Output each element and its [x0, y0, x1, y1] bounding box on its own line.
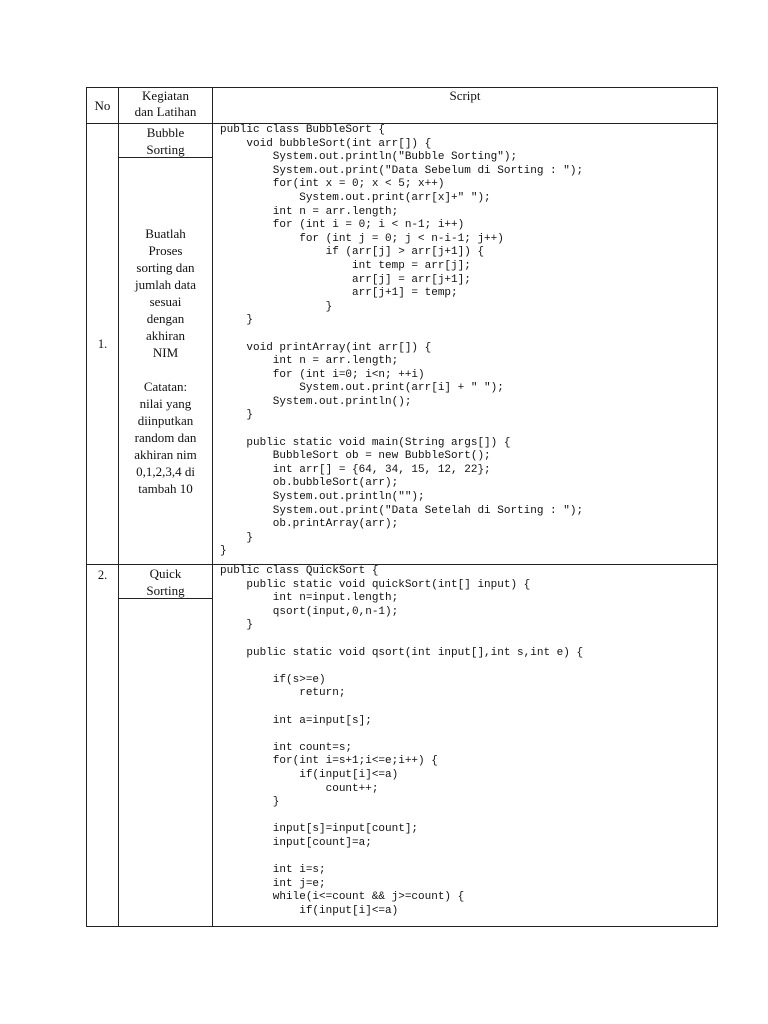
script-cell [213, 124, 718, 565]
activity-title [119, 565, 212, 599]
header-kegiatan-text: Kegiatan dan Latihan [134, 88, 197, 119]
activity-description [119, 599, 212, 923]
activity-title [119, 124, 212, 158]
code-block: public class QuickSort { public static void quickSort(int[] input) { int n=input.length; qsort(input,0,n-1); } public static void qsort(int input[],int s,int e) { if(s>=e) return; int a=input[s]; int count=s; for(int i=s+1;i<=e;i++) { if(input[i]<=a) count++; } input[s]=input[count]; input[count]=a; int i=s; int j=e; while(i<=count && j>=count) { if(input[i]<=a) [220, 565, 584, 917]
header-script: Script [213, 88, 718, 124]
table-row [87, 124, 718, 565]
activity-description-text: Buatlah Proses sorting dan jumlah data sesuai dengan akhiran NIM Catatan: nilai yang diinputkan random dan akhiran nim 0,1,2,3,4 di tambah 10 [134, 226, 197, 496]
script-cell [213, 565, 718, 927]
activity-title-text: Quick Sorting [146, 566, 185, 598]
activity-cell [119, 565, 213, 927]
table-row [87, 565, 718, 927]
table-header-row [87, 88, 718, 124]
activity-description [119, 158, 212, 564]
activity-title-text: Bubble Sorting [146, 125, 185, 157]
header-no: No [87, 88, 119, 124]
activity-cell [119, 124, 213, 565]
activity-table [86, 87, 718, 927]
code-block: public class BubbleSort { void bubbleSort(int arr[]) { System.out.println("Bubble Sorting"); System.out.print("Data Sebelum di Sorting : "); for(int x = 0; x < 5; x++) System.out.print(arr[x]+" "); int n = arr.length; for (int i = 0; i < n-1; i++) for (int j = 0; j < n-i-1; j++) if (arr[j] > arr[j+1]) { int temp = arr[j]; arr[j] = arr[j+1]; arr[j+1] = temp; } } void printArray(int arr[]) { int n = arr.length; for (int i=0; i<n; ++i) System.out.print(arr[i] + " "); System.out.println(); } public static void main(String args[]) { BubbleSort ob = new BubbleSort(); int arr[] = {64, 34, 15, 12, 22}; ob.bubbleSort(arr); System.out.println(""); System.out.print("Data Setelah di Sorting : "); ob.printArray(arr); } } [220, 124, 584, 558]
row-number: 2. [87, 565, 119, 927]
header-kegiatan [119, 88, 213, 124]
row-number: 1. [87, 124, 119, 565]
